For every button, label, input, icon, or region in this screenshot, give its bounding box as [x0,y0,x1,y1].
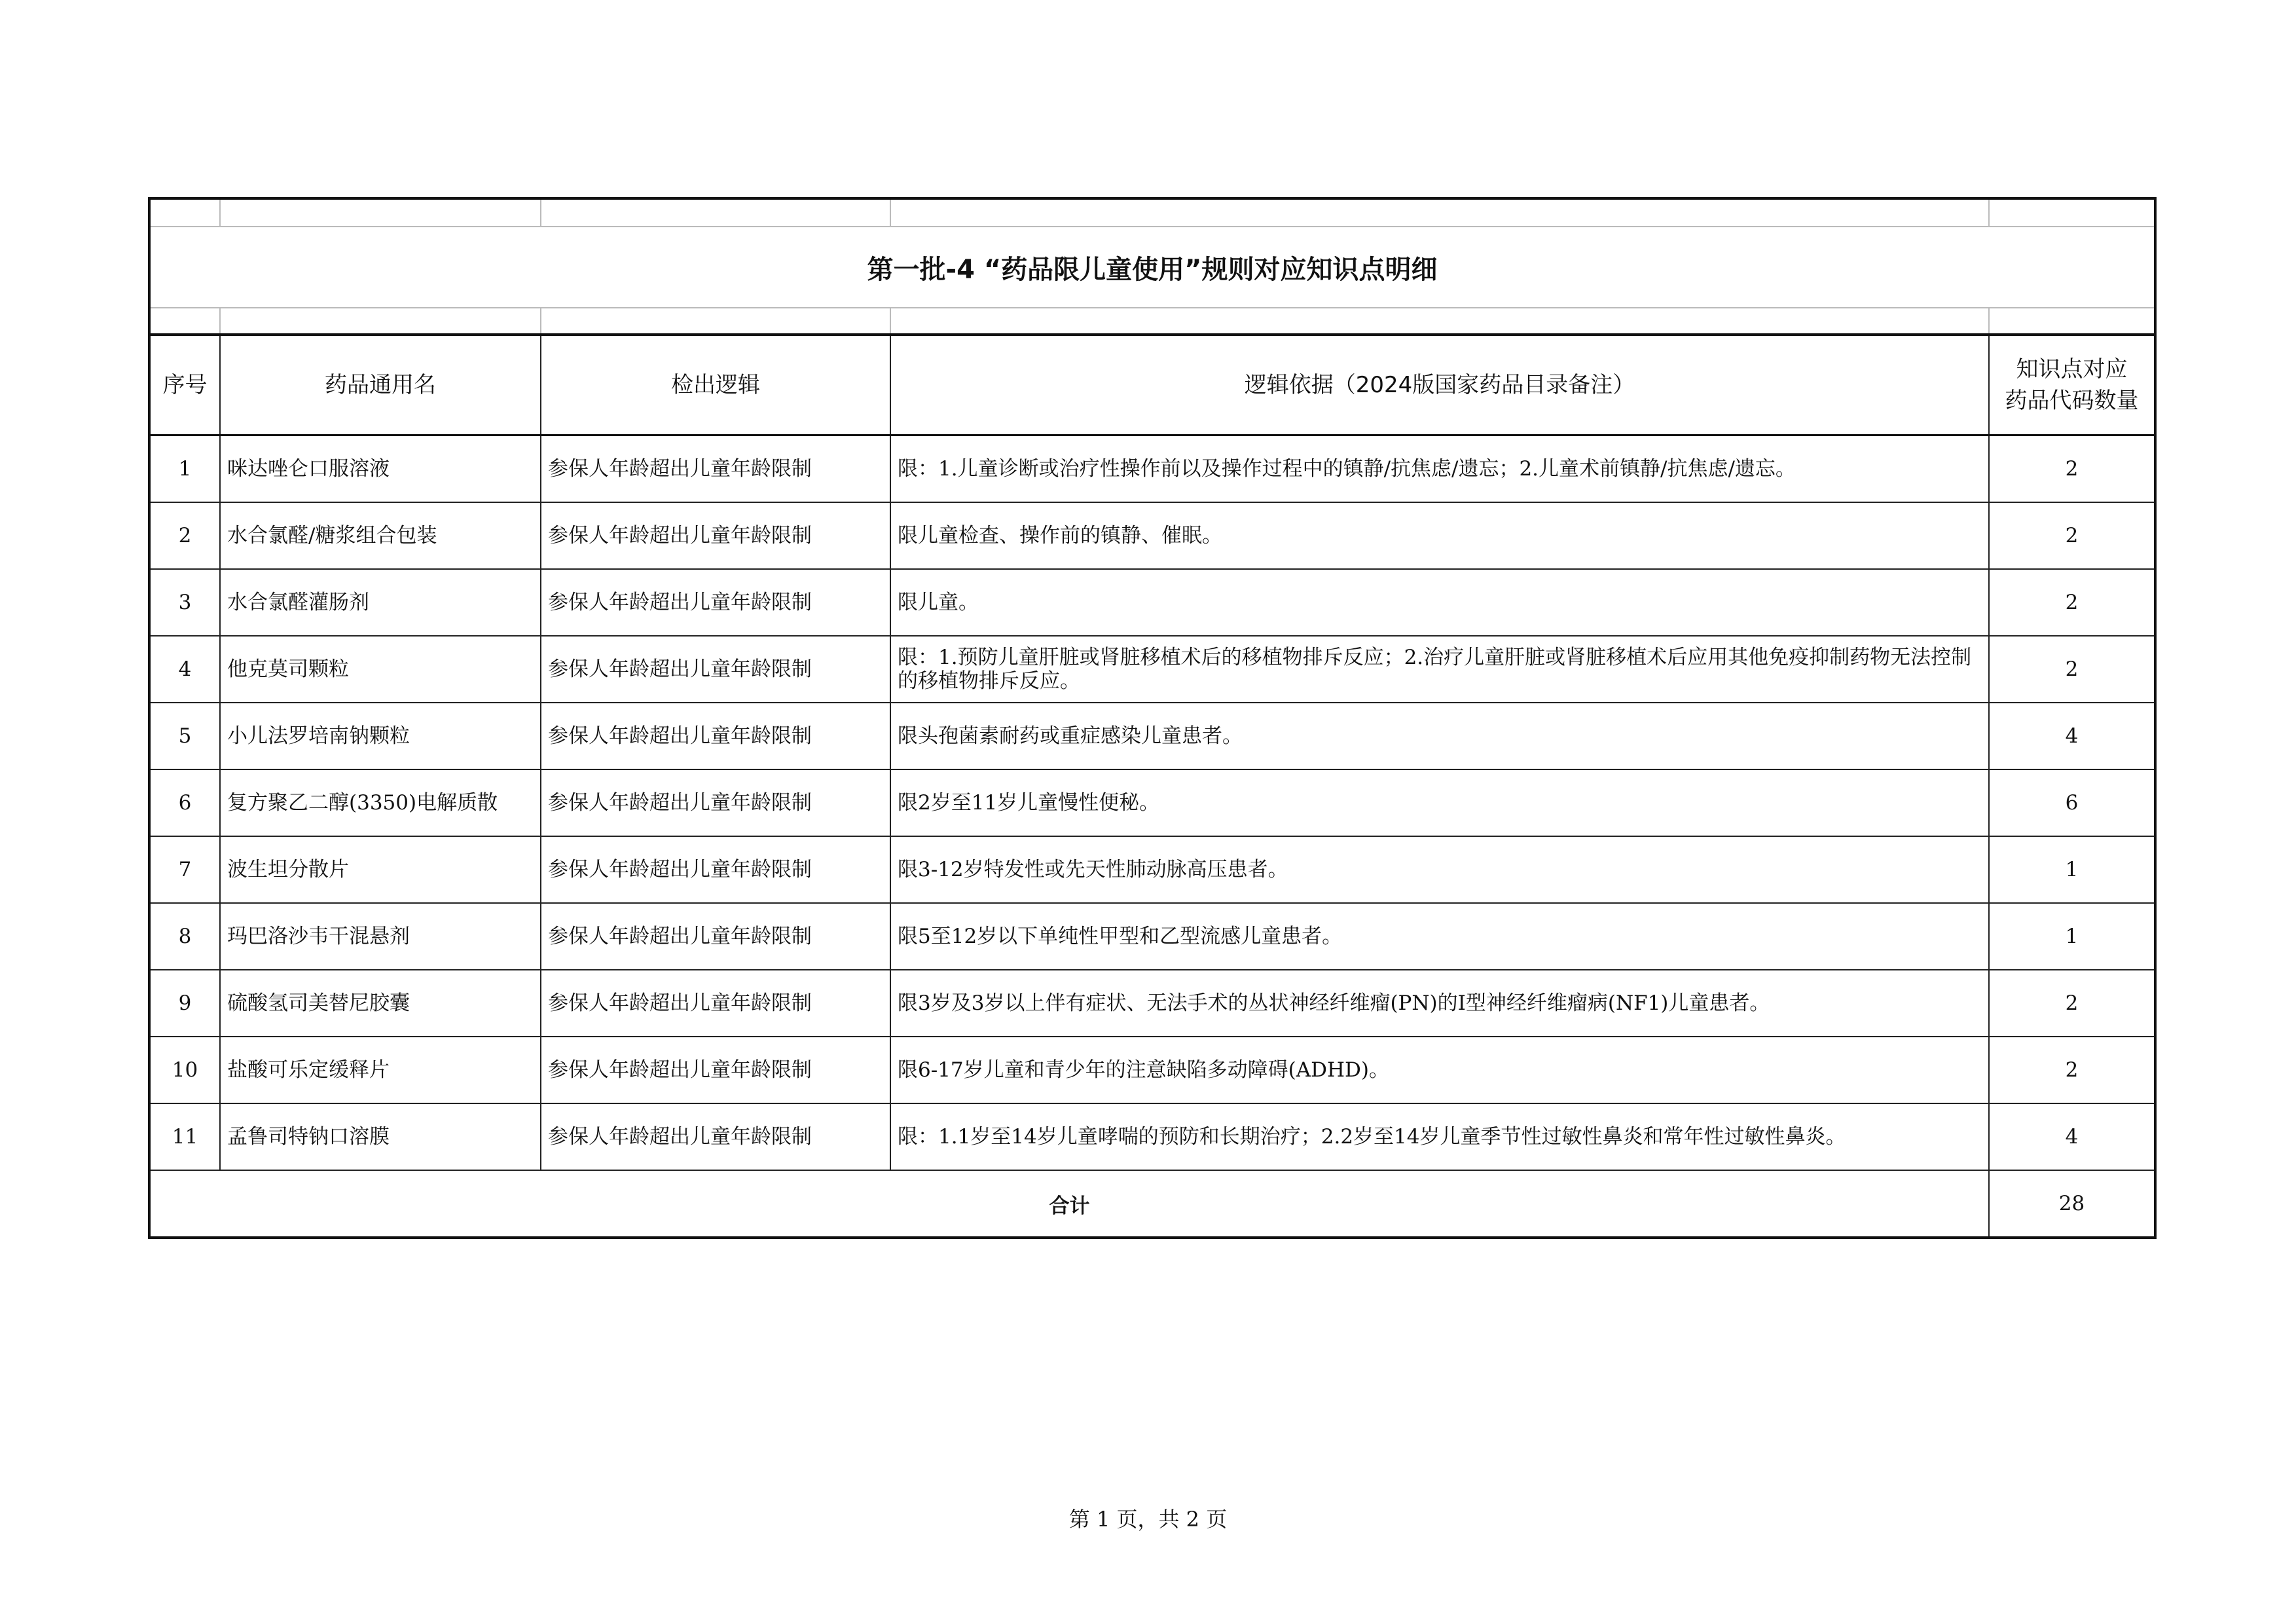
cell-basis: 限6-17岁儿童和青少年的注意缺陷多动障碍(ADHD)。 [890,1037,1989,1103]
cell-name: 他克莫司颗粒 [220,636,541,703]
cell-basis: 限头孢菌素耐药或重症感染儿童患者。 [890,703,1989,769]
table-row [149,569,2155,636]
cell-logic: 参保人年龄超出儿童年龄限制 [541,836,890,903]
cell-basis: 限2岁至11岁儿童慢性便秘。 [890,769,1989,836]
cell-logic: 参保人年龄超出儿童年龄限制 [541,970,890,1037]
cell-logic: 参保人年龄超出儿童年龄限制 [541,703,890,769]
cell-seq: 6 [149,769,220,836]
cell-seq: 4 [149,636,220,703]
cell-basis: 限3-12岁特发性或先天性肺动脉高压患者。 [890,836,1989,903]
table-row [149,970,2155,1037]
total-row [149,1170,2155,1238]
header-count-line2: 药品代码数量 [2005,388,2139,414]
table-row [149,903,2155,970]
cell-seq: 7 [149,836,220,903]
spreadsheet-page [148,197,2154,1239]
cell-seq: 9 [149,970,220,1037]
cell-count: 2 [1989,502,2155,569]
cell-basis: 限3岁及3岁以上伴有症状、无法手术的丛状神经纤维瘤(PN)的I型神经纤维瘤病(NF1)儿童患者。 [890,970,1989,1037]
table-row [149,769,2155,836]
cell-count: 2 [1989,970,2155,1037]
table-row [149,1103,2155,1170]
cell-count: 2 [1989,569,2155,636]
cell-seq: 11 [149,1103,220,1170]
cell-count: 2 [1989,1037,2155,1103]
total-label: 合计 [149,1170,1989,1238]
spacer-row-top [149,198,2155,227]
cell-seq: 1 [149,435,220,503]
header-row [149,335,2155,435]
cell-count: 1 [1989,836,2155,903]
total-value: 28 [1989,1170,2155,1238]
table-row [149,1037,2155,1103]
cell-logic: 参保人年龄超出儿童年龄限制 [541,903,890,970]
cell-logic: 参保人年龄超出儿童年龄限制 [541,769,890,836]
cell-logic: 参保人年龄超出儿童年龄限制 [541,435,890,503]
cell-name: 孟鲁司特钠口溶膜 [220,1103,541,1170]
cell-count: 2 [1989,636,2155,703]
spacer-row-bottom [149,308,2155,335]
header-count [1989,335,2155,435]
cell-name: 水合氯醛灌肠剂 [220,569,541,636]
title-row [149,227,2155,308]
cell-name: 复方聚乙二醇(3350)电解质散 [220,769,541,836]
cell-count: 1 [1989,903,2155,970]
cell-seq: 5 [149,703,220,769]
cell-basis: 限5至12岁以下单纯性甲型和乙型流感儿童患者。 [890,903,1989,970]
cell-basis: 限儿童。 [890,569,1989,636]
header-name: 药品通用名 [220,335,541,435]
cell-logic: 参保人年龄超出儿童年龄限制 [541,636,890,703]
cell-name: 玛巴洛沙韦干混悬剂 [220,903,541,970]
cell-basis: 限：1.1岁至14岁儿童哮喘的预防和长期治疗；2.2岁至14岁儿童季节性过敏性鼻炎和常年性过敏性鼻炎。 [890,1103,1989,1170]
cell-logic: 参保人年龄超出儿童年龄限制 [541,502,890,569]
header-basis: 逻辑依据（2024版国家药品目录备注） [890,335,1989,435]
header-count-line1: 知识点对应 [2016,356,2128,382]
cell-name: 小儿法罗培南钠颗粒 [220,703,541,769]
cell-logic: 参保人年龄超出儿童年龄限制 [541,1103,890,1170]
table-row [149,502,2155,569]
cell-count: 2 [1989,435,2155,503]
cell-count: 4 [1989,1103,2155,1170]
table-row [149,836,2155,903]
cell-count: 4 [1989,703,2155,769]
cell-logic: 参保人年龄超出儿童年龄限制 [541,1037,890,1103]
cell-basis: 限：1.儿童诊断或治疗性操作前以及操作过程中的镇静/抗焦虑/遗忘；2.儿童术前镇静/抗焦虑/遗忘。 [890,435,1989,503]
table-row [149,636,2155,703]
table-row [149,703,2155,769]
cell-name: 盐酸可乐定缓释片 [220,1037,541,1103]
table-row [149,435,2155,503]
header-seq: 序号 [149,335,220,435]
cell-basis: 限：1.预防儿童肝脏或肾脏移植术后的移植物排斥反应；2.治疗儿童肝脏或肾脏移植术后应用其他免疫抑制药物无法控制的移植物排斥反应。 [890,636,1989,703]
table-title: 第一批-4 “药品限儿童使用”规则对应知识点明细 [149,227,2155,308]
cell-seq: 8 [149,903,220,970]
cell-logic: 参保人年龄超出儿童年龄限制 [541,569,890,636]
header-logic: 检出逻辑 [541,335,890,435]
cell-count: 6 [1989,769,2155,836]
cell-name: 波生坦分散片 [220,836,541,903]
cell-seq: 2 [149,502,220,569]
cell-seq: 10 [149,1037,220,1103]
knowledge-table [148,197,2157,1239]
cell-basis: 限儿童检查、操作前的镇静、催眠。 [890,502,1989,569]
page-footer: 第 1 页，共 2 页 [1068,1507,1228,1532]
cell-name: 硫酸氢司美替尼胶囊 [220,970,541,1037]
cell-name: 水合氯醛/糖浆组合包装 [220,502,541,569]
cell-seq: 3 [149,569,220,636]
cell-name: 咪达唑仑口服溶液 [220,435,541,503]
